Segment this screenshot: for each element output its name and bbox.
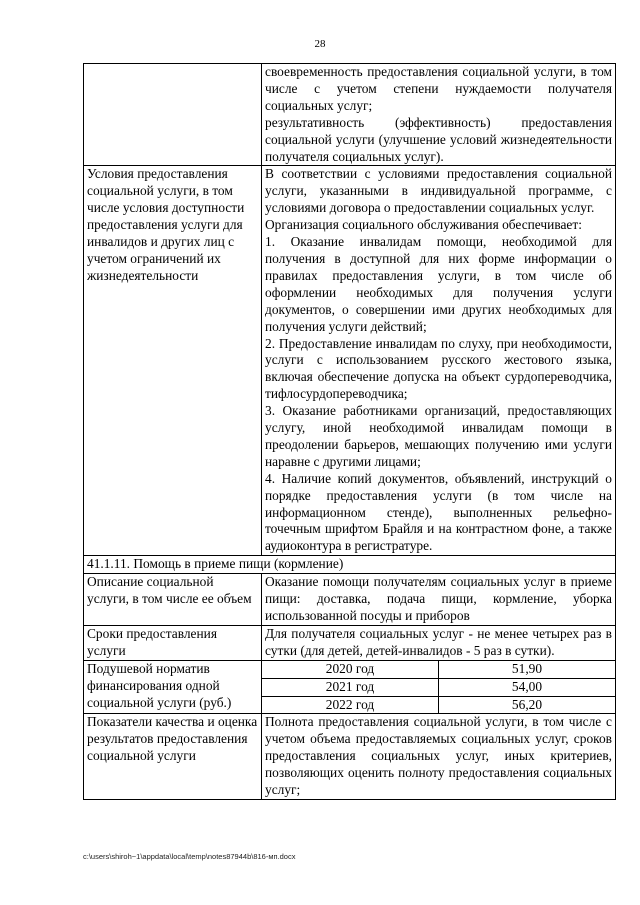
row-content: Оказание помощи получателям социальных услуг в приеме пищи: доставка, подача пищи, кормление, уборка использованной посуды и приборов bbox=[262, 574, 616, 626]
row-content bbox=[262, 64, 616, 166]
financing-year: 2022 год bbox=[262, 696, 439, 713]
financing-cell bbox=[262, 660, 616, 714]
financing-row bbox=[262, 696, 615, 713]
row-label: Подушевой норматив финансирования одной социальной услуги (руб.) bbox=[84, 660, 262, 714]
row-label: Описание социальной услуги, в том числе ее объем bbox=[84, 574, 262, 626]
paragraph: В соответствии с условиями предоставления социальной услуги, указанными в индивидуальной программе, с условиями договора о предоставлении социальных услуг. bbox=[265, 166, 612, 216]
table-row bbox=[84, 625, 616, 660]
paragraph: Организация социального обслуживания обеспечивает: bbox=[265, 217, 582, 233]
financing-table bbox=[262, 661, 615, 714]
row-label: Показатели качества и оценка результатов предоставления социальной услуги bbox=[84, 714, 262, 800]
financing-year: 2021 год bbox=[262, 678, 439, 696]
financing-row bbox=[262, 661, 615, 678]
page-number: 28 bbox=[314, 38, 326, 50]
paragraph: своевременность предоставления социальной услуги, в том числе с учетом степени нуждаемости получателя социальных услуг; bbox=[265, 64, 612, 113]
section-heading-row bbox=[84, 556, 616, 574]
row-label: Условия предоставления социальной услуги, в том числе условия доступности предоставления услуги для инвалидов и других лиц с учетом ограничений их жизнедеятельности bbox=[84, 166, 262, 556]
row-content bbox=[262, 166, 616, 556]
row-label bbox=[84, 64, 262, 166]
row-content: Для получателя социальных услуг - не менее четырех раз в сутки (для детей, детей-инвалидов - 5 раз в сутки). bbox=[262, 625, 616, 660]
table-row bbox=[84, 166, 616, 556]
table-row bbox=[84, 714, 616, 800]
table-row bbox=[84, 64, 616, 166]
financing-value: 51,90 bbox=[439, 661, 616, 678]
paragraph: 2. Предоставление инвалидам по слуху, при необходимости, услуги с использованием русского жестового языка, включая обеспечение допуска на объект сурдопереводчика, тифлосурдопереводчика; bbox=[265, 335, 612, 402]
paragraph: 3. Оказание работниками организаций, предоставляющих услугу, иной необходимой инвалидам помощи в преодолении барьеров, мешающих получению ими услуги наравне с другими лицами; bbox=[265, 403, 612, 469]
financing-value: 54,00 bbox=[439, 678, 616, 696]
services-table bbox=[83, 63, 616, 800]
table-row bbox=[84, 660, 616, 714]
row-content: Полнота предоставления социальной услуги, в том числе с учетом объема предоставляемых социальных услуг, сроков предоставления социальных услуг, иных критериев, позволяющих оценить полноту предоставления социальных услуг; bbox=[262, 714, 616, 800]
paragraph: 4. Наличие копий документов, объявлений, инструкций о порядке предоставления услуги (в том числе на информационном стенде), выполненных рельефно-точечным шрифтом Брайля и на контрастном фоне, а также аудиоконтура в регистратуре. bbox=[265, 470, 612, 554]
financing-year: 2020 год bbox=[262, 661, 439, 678]
financing-row bbox=[262, 678, 615, 696]
paragraph: 1. Оказание инвалидам помощи, необходимой для получения в доступной для них форме информации о правилах предоставления услуги, в том числе об оформлении необходимых для получения услуги документов, о совершении ими других необходимых для получения услуги действий; bbox=[265, 234, 612, 334]
financing-value: 56,20 bbox=[439, 696, 616, 713]
section-heading: 41.1.11. Помощь в приеме пищи (кормление) bbox=[84, 556, 616, 574]
table-row bbox=[84, 574, 616, 626]
paragraph: результативность (эффективность) предоставления социальной услуги (улучшение условий жизнедеятельности получателя социальных услуг). bbox=[265, 114, 612, 164]
row-label: Сроки предоставления услуги bbox=[84, 625, 262, 660]
file-path-footer: c:\users\shiroh~1\appdata\local\temp\notes87944b\816-мп.docx bbox=[83, 852, 296, 861]
